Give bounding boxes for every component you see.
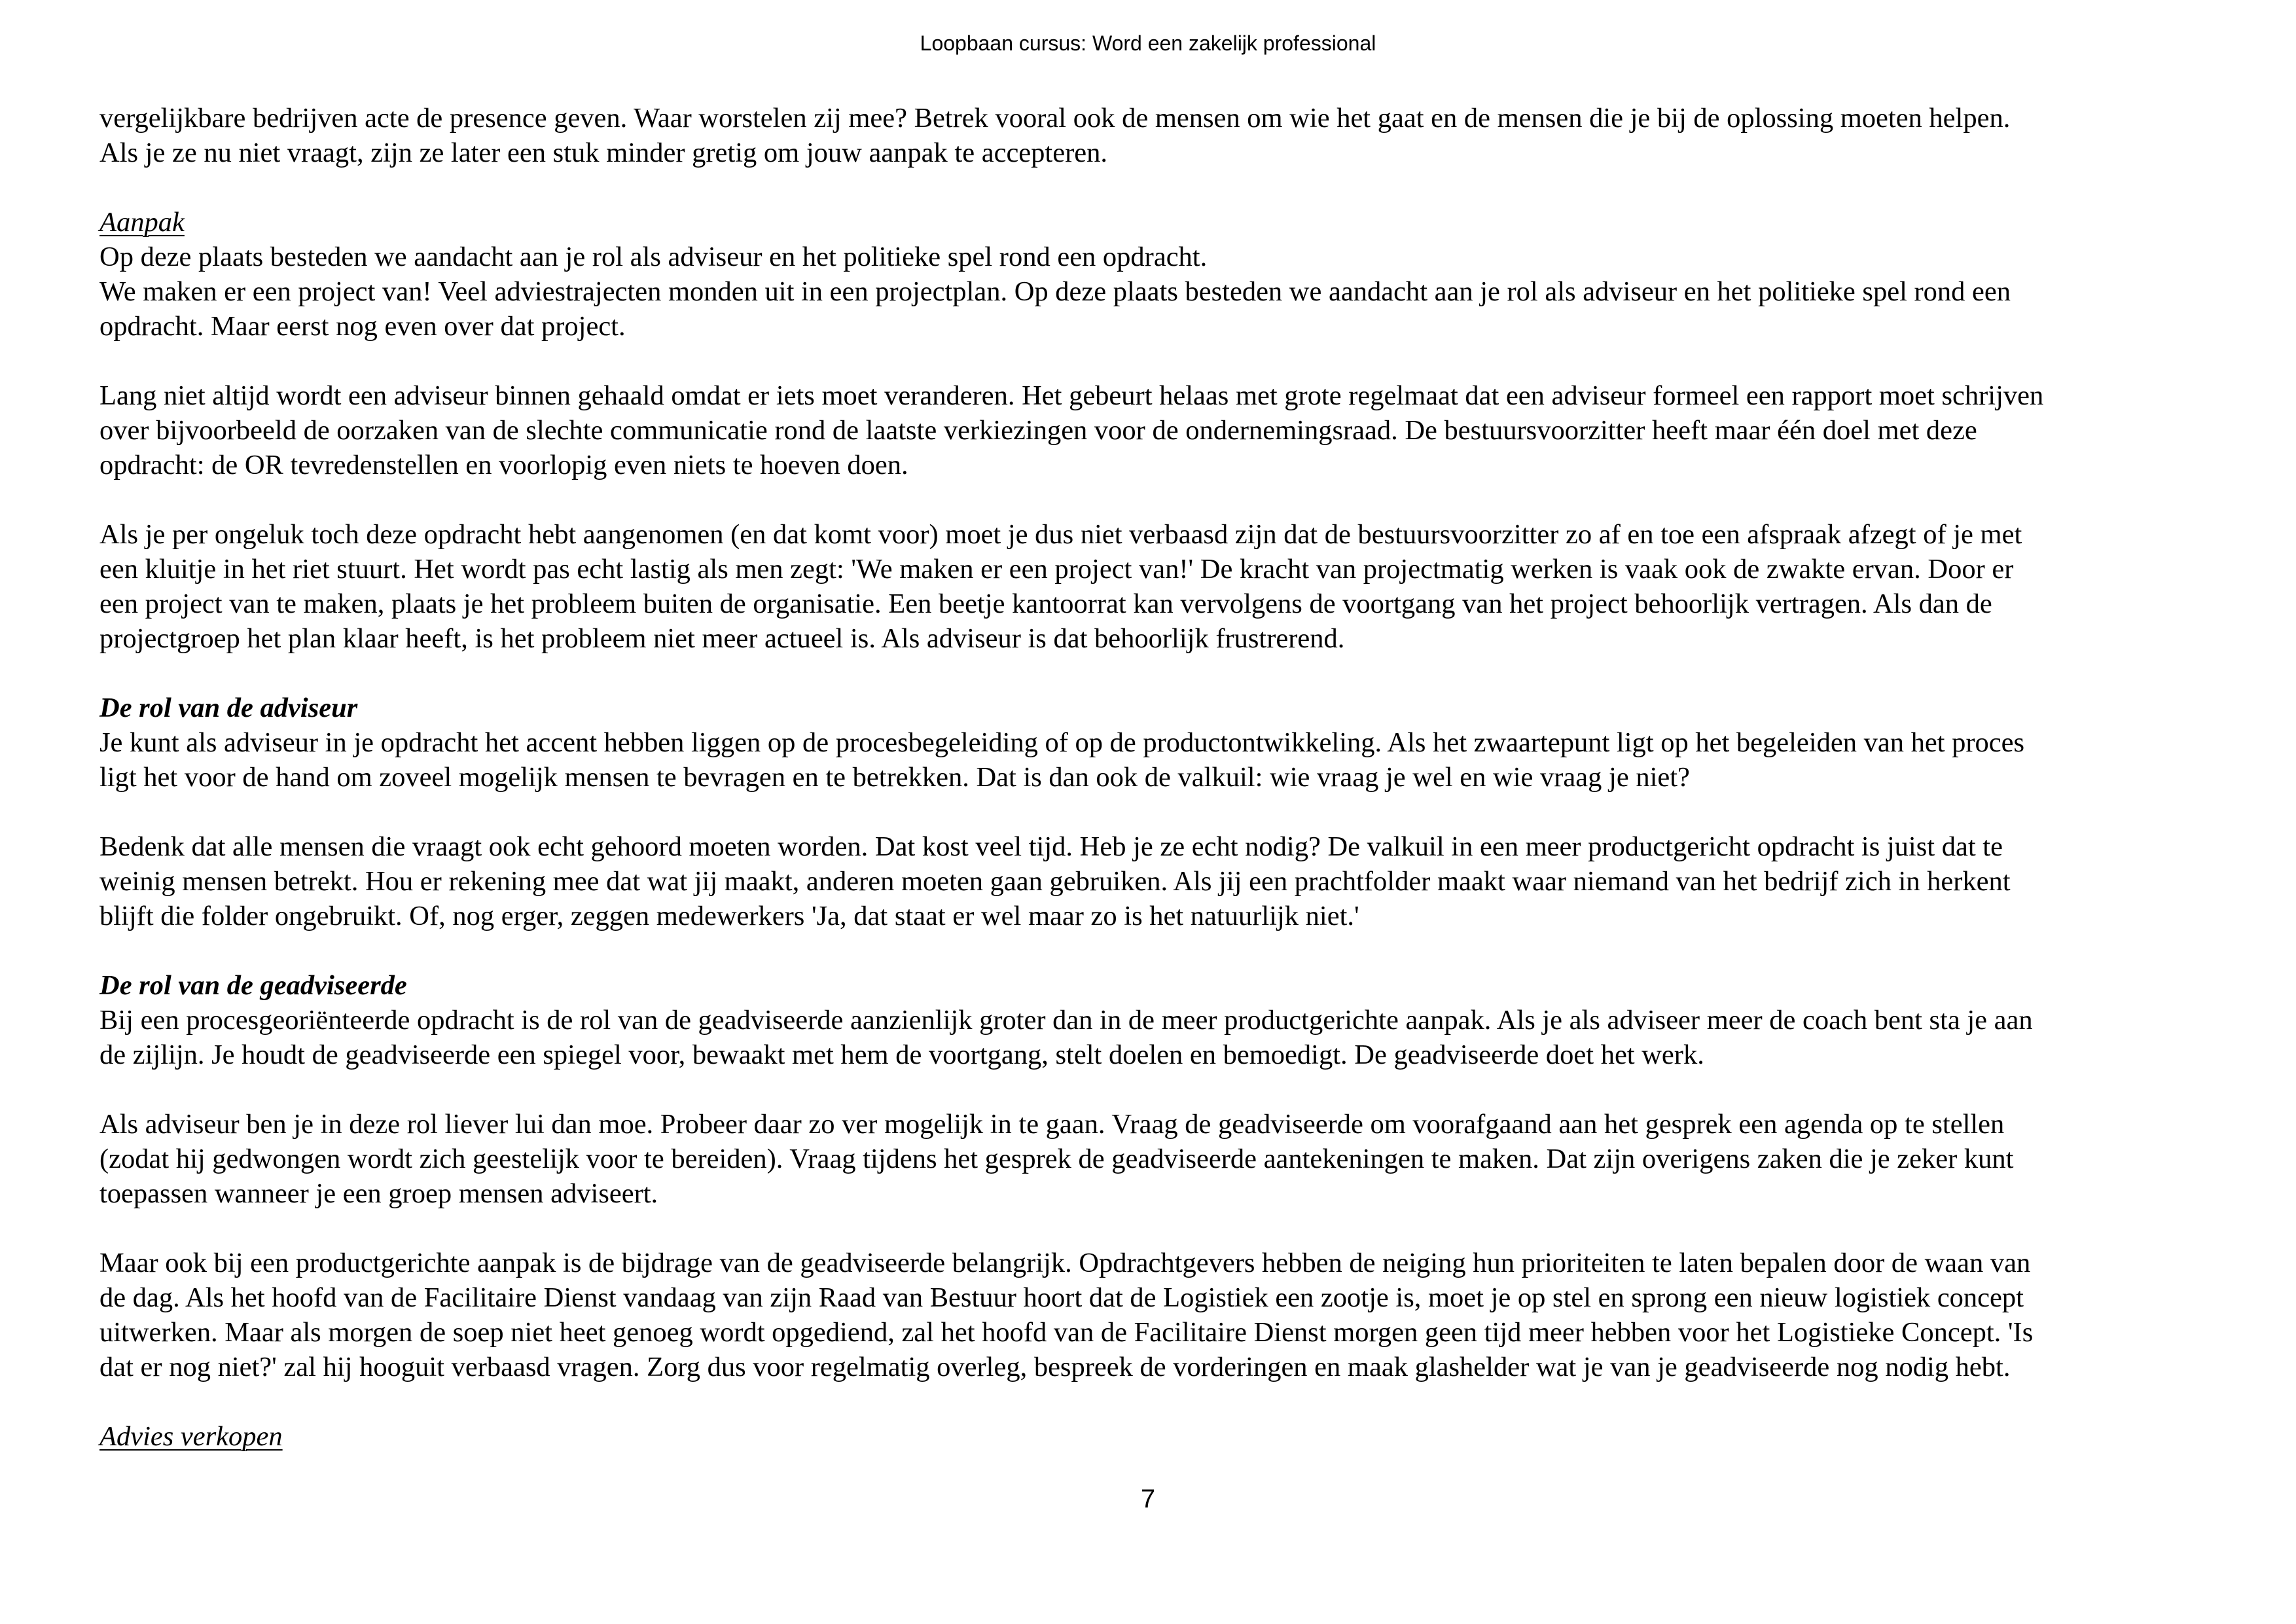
text-line: Als adviseur ben je in deze rol liever lui dan moe. Probeer daar zo ver mogelijk in te gaan. Vraag de geadviseerde om voorafgaand aan het gesprek een agenda op te stellen xyxy=(99,1109,2005,1140)
paragraph-gap xyxy=(99,656,2220,691)
text-line: toepassen wanneer je een groep mensen adviseert. xyxy=(99,1178,658,1209)
section-heading-rol-geadviseerde: De rol van de geadviseerde xyxy=(99,970,407,1001)
paragraph-gap xyxy=(99,1072,2220,1107)
text-line: een kluitje in het riet stuurt. Het wordt pas echt lastig als men zegt: 'We maken er een project van!' De kracht van projectmatig werken is vaak ook de zwakte ervan. Door er xyxy=(99,554,2014,585)
text-line: Bij een procesgeoriënteerde opdracht is de rol van de geadviseerde aanzienlijk groter dan in de meer productgerichte aanpak. Als je als adviseer meer de coach bent sta je aan xyxy=(99,1005,2033,1036)
text-line: de dag. Als het hoofd van de Facilitaire Dienst vandaag van zijn Raad van Bestuur hoort dat de Logistiek een zootje is, moet je op stel en sprong een nieuw logistiek concept xyxy=(99,1282,2024,1313)
text-line: Op deze plaats besteden we aandacht aan je rol als adviseur en het politieke spel rond een opdracht. xyxy=(99,242,1208,272)
paragraph-gap xyxy=(99,482,2220,517)
text-line: We maken er een project van! Veel adviestrajecten monden uit in een projectplan. Op deze plaats besteden we aandacht aan je rol als adviseur en het politieke spel rond een xyxy=(99,276,2011,307)
paragraph-gap xyxy=(99,1211,2220,1246)
paragraph-gap xyxy=(99,933,2220,968)
text-line: dat er nog niet?' zal hij hooguit verbaasd vragen. Zorg dus voor regelmatig overleg, bespreek de vorderingen en maak glashelder wat je van je geadviseerde nog nodig hebt. xyxy=(99,1352,2011,1382)
text-line: Lang niet altijd wordt een adviseur binnen gehaald omdat er iets moet veranderen. Het gebeurt helaas met grote regelmaat dat een adviseur formeel een rapport moet schrijven xyxy=(99,380,2044,411)
text-line: opdracht: de OR tevredenstellen en voorlopig even niets te hoeven doen. xyxy=(99,450,908,480)
text-line: een project van te maken, plaats je het probleem buiten de organisatie. Een beetje kantoorrat kan vervolgens de voortgang van het project behoorlijk vertragen. Als dan de xyxy=(99,588,1992,619)
text-line: uitwerken. Maar als morgen de soep niet heet genoeg wordt opgediend, zal het hoofd van de Facilitaire Dienst morgen geen tijd meer hebben voor het Logistieke Concept. 'Is xyxy=(99,1317,2034,1348)
text-line: Je kunt als adviseur in je opdracht het accent hebben liggen op de procesbegeleiding of op de productontwikkeling. Als het zwaartepunt ligt op het begeleiden van het proces xyxy=(99,727,2025,758)
text-line: de zijlijn. Je houdt de geadviseerde een spiegel voor, bewaakt met hem de voortgang, stelt doelen en bemoedigt. De geadviseerde doet het werk. xyxy=(99,1039,1704,1070)
text-line: Bedenk dat alle mensen die vraagt ook echt gehoord moeten worden. Dat kost veel tijd. Heb je ze echt nodig? De valkuil in een meer productgericht opdracht is juist dat te xyxy=(99,831,2003,862)
paragraph-gap xyxy=(99,795,2220,829)
text-line: projectgroep het plan klaar heeft, is het probleem niet meer actueel is. Als adviseur is dat behoorlijk frustrerend. xyxy=(99,623,1345,654)
page-number: 7 xyxy=(1140,1485,1156,1513)
text-line: Maar ook bij een productgerichte aanpak is de bijdrage van de geadviseerde belangrijk. Opdrachtgevers hebben de neiging hun prioriteiten te laten bepalen door de waan van xyxy=(99,1248,2031,1278)
running-header: Loopbaan cursus: Word een zakelijk professional xyxy=(920,31,1376,55)
text-line: opdracht. Maar eerst nog even over dat project. xyxy=(99,311,626,342)
section-heading-advies-verkopen: Advies verkopen xyxy=(99,1421,283,1452)
text-line: (zodat hij gedwongen wordt zich geestelijk voor te bereiden). Vraag tijdens het gesprek de geadviseerde aantekeningen te maken. Dat zijn overigens zaken die je zeker kunt xyxy=(99,1144,2014,1174)
text-line: weinig mensen betrekt. Hou er rekening mee dat wat jij maakt, anderen moeten gaan gebruiken. Als jij een prachtfolder maakt waar niemand van het bedrijf zich in herkent xyxy=(99,866,2011,897)
paragraph-gap xyxy=(99,1384,2220,1419)
paragraph-gap xyxy=(99,170,2220,205)
paragraph-gap xyxy=(99,344,2220,378)
text-line: Als je per ongeluk toch deze opdracht hebt aangenomen (en dat komt voor) moet je dus niet verbaasd zijn dat de bestuursvoorzitter zo af en toe een afspraak afzegt of je met xyxy=(99,519,2022,550)
text-line: blijft die folder ongebruikt. Of, nog erger, zeggen medewerkers 'Ja, dat staat er wel maar zo is het natuurlijk niet.' xyxy=(99,901,1359,931)
section-heading-aanpak: Aanpak xyxy=(99,207,185,238)
section-heading-rol-adviseur: De rol van de adviseur xyxy=(99,693,358,723)
body-text xyxy=(99,101,2220,1454)
text-line: Als je ze nu niet vraagt, zijn ze later een stuk minder gretig om jouw aanpak te accepteren. xyxy=(99,137,1107,168)
text-line: vergelijkbare bedrijven acte de presence geven. Waar worstelen zij mee? Betrek vooral ook de mensen om wie het gaat en de mensen die je bij de oplossing moeten helpen. xyxy=(99,103,2011,134)
text-line: over bijvoorbeeld de oorzaken van de slechte communicatie rond de laatste verkiezingen voor de ondernemingsraad. De bestuursvoorzitter heeft maar één doel met deze xyxy=(99,415,1977,446)
text-line: ligt het voor de hand om zoveel mogelijk mensen te bevragen en te betrekken. Dat is dan ook de valkuil: wie vraag je wel en wie vraag je niet? xyxy=(99,762,1690,793)
